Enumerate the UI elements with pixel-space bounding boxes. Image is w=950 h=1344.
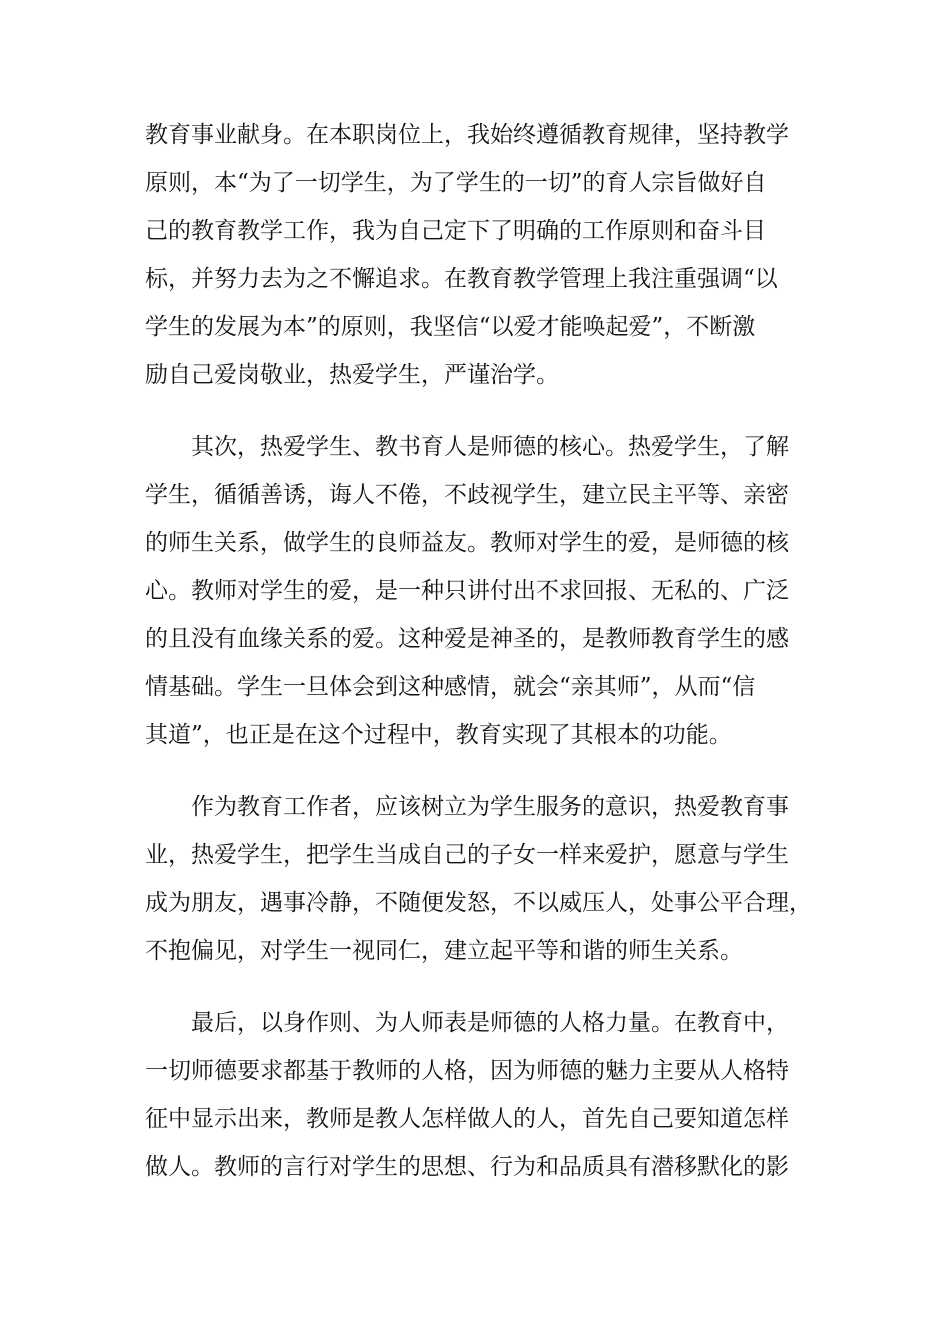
text-line: 励自己爱岗敬业，热爱学生，严谨治学。 [145, 362, 559, 388]
text-line: 业，热爱学生，把学生当成自己的子女一样来爱护，愿意与学生 [145, 842, 789, 868]
paragraph-3 [145, 783, 815, 975]
text-line: 其次，热爱学生、教书育人是师德的核心。热爱学生，了解 [145, 434, 789, 460]
text-line: 一切师德要求都基于教师的人格，因为师德的魅力主要从人格特 [145, 1058, 789, 1084]
body-text [145, 111, 815, 1191]
text-line: 原则，本“为了一切学生，为了学生的一切”的育人宗旨做好自 [145, 170, 767, 196]
paragraph-1 [145, 111, 815, 399]
paragraph-2 [145, 423, 815, 759]
text-line: 作为教育工作者，应该树立为学生服务的意识，热爱教育事 [145, 794, 789, 820]
text-line: 做人。教师的言行对学生的思想、行为和品质具有潜移默化的影 [145, 1154, 789, 1180]
text-line: 不抱偏见，对学生一视同仁，建立起平等和谐的师生关系。 [145, 938, 743, 964]
text-line: 其道”，也正是在这个过程中，教育实现了其根本的功能。 [145, 722, 732, 748]
text-line: 征中显示出来，教师是教人怎样做人的人，首先自己要知道怎样 [145, 1106, 789, 1132]
paragraph-4 [145, 999, 815, 1191]
text-line: 教育事业献身。在本职岗位上，我始终遵循教育规律，坚持教学 [145, 122, 789, 148]
text-line: 成为朋友，遇事冷静，不随便发怒，不以威压人，处事公平合理， [145, 890, 812, 916]
text-line: 己的教育教学工作，我为自己定下了明确的工作原则和奋斗目 [145, 218, 766, 244]
text-line: 的师生关系，做学生的良师益友。教师对学生的爱，是师德的核 [145, 530, 789, 556]
text-line: 情基础。学生一旦体会到这种感情，就会“亲其师”，从而“信 [145, 674, 756, 700]
text-line: 的且没有血缘关系的爱。这种爱是神圣的，是教师教育学生的感 [145, 626, 789, 652]
text-line: 心。教师对学生的爱，是一种只讲付出不求回报、无私的、广泛 [145, 578, 789, 604]
text-line: 学生，循循善诱，诲人不倦，不歧视学生，建立民主平等、亲密 [145, 482, 789, 508]
text-line: 标，并努力去为之不懈追求。在教育教学管理上我注重强调“以 [145, 266, 778, 292]
text-line: 学生的发展为本”的原则，我坚信“以爱才能唤起爱”，不断激 [145, 314, 756, 340]
text-line: 最后，以身作则、为人师表是师德的人格力量。在教育中， [145, 1010, 789, 1036]
